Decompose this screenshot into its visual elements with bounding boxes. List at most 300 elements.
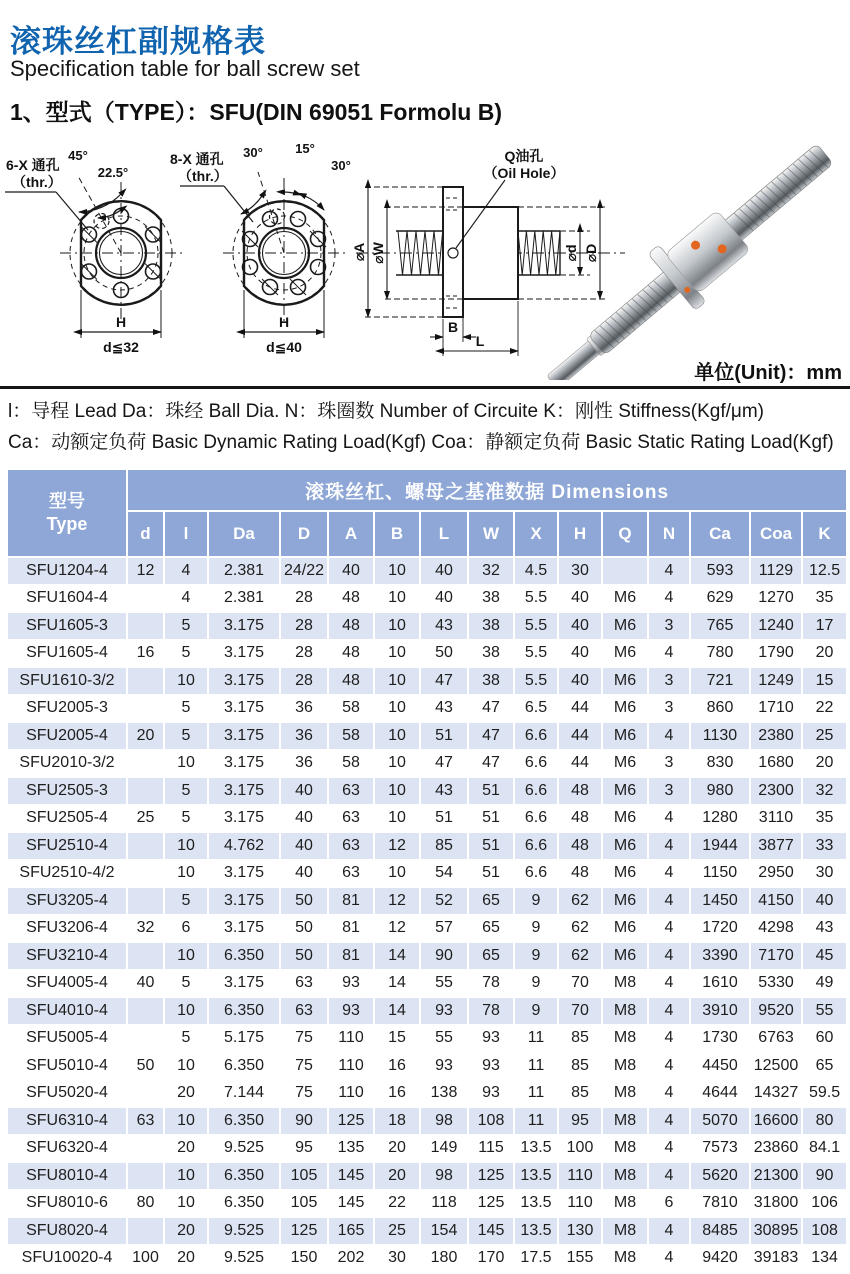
cell-Q: M6 — [603, 833, 649, 861]
cell-Q: M8 — [603, 1136, 649, 1164]
cell-X: 17.5 — [515, 1246, 559, 1274]
cell-L: 57 — [421, 916, 469, 944]
cell-X: 9 — [515, 998, 559, 1026]
section-heading: 1、型式（TYPE）：SFU(DIN 69051 Formolu B) — [10, 99, 503, 125]
dimensions-header: 滚珠丝杠、螺母之基准数据 Dimensions — [128, 470, 848, 512]
cell-N: 3 — [649, 613, 691, 641]
cell-Ca: 980 — [691, 778, 751, 806]
cell-W: 125 — [469, 1191, 515, 1219]
cell-X: 11 — [515, 1026, 559, 1054]
cell-W: 93 — [469, 1081, 515, 1109]
cell-D: 28 — [281, 613, 329, 641]
cell-d — [128, 861, 165, 889]
table-row — [8, 1026, 848, 1054]
cell-A: 125 — [329, 1108, 375, 1136]
cell-d — [128, 696, 165, 724]
label-oil-hole-en: （Oil Hole） — [483, 165, 565, 181]
cell-Coa: 2300 — [751, 778, 803, 806]
header-row-columns — [8, 512, 848, 558]
cell-d: 100 — [128, 1246, 165, 1274]
cell-H: 40 — [559, 641, 603, 669]
cell-Coa: 4298 — [751, 916, 803, 944]
cell-A: 165 — [329, 1218, 375, 1246]
cell-Da: 6.350 — [209, 1053, 281, 1081]
cell-Da: 6.350 — [209, 943, 281, 971]
cell-d: 20 — [128, 723, 165, 751]
legend — [8, 396, 848, 458]
cell-d — [128, 1163, 165, 1191]
table-row — [8, 558, 848, 586]
cell-W: 47 — [469, 751, 515, 779]
cell-N: 4 — [649, 806, 691, 834]
legend-line1: l：导程 Lead Da：珠经 Ball Dia. N：珠圈数 Number of Circuite K：刚性 Stiffness(Kgf/μm) — [8, 401, 765, 422]
cell-D: 28 — [281, 641, 329, 669]
cell-D: 150 — [281, 1246, 329, 1274]
cell-d — [128, 943, 165, 971]
cell-D: 36 — [281, 723, 329, 751]
cell-K: 84.1 — [803, 1136, 848, 1164]
cell-d — [128, 1081, 165, 1109]
cell-W: 38 — [469, 668, 515, 696]
table-row — [8, 1246, 848, 1274]
cell-L: 50 — [421, 641, 469, 669]
type-cell: SFU6310-4 — [8, 1108, 128, 1136]
cell-K: 33 — [803, 833, 848, 861]
cell-l: 5 — [165, 613, 209, 641]
cell-d — [128, 888, 165, 916]
table-row — [8, 1163, 848, 1191]
cell-d — [128, 668, 165, 696]
cell-N: 4 — [649, 888, 691, 916]
cell-Ca: 8485 — [691, 1218, 751, 1246]
header-row-dimensions — [8, 470, 848, 512]
cell-Ca: 1944 — [691, 833, 751, 861]
cell-W: 47 — [469, 696, 515, 724]
cell-K: 106 — [803, 1191, 848, 1219]
cell-Coa: 7170 — [751, 943, 803, 971]
cell-A: 48 — [329, 668, 375, 696]
table-row — [8, 971, 848, 999]
cell-W: 47 — [469, 723, 515, 751]
cell-D: 105 — [281, 1163, 329, 1191]
label-oil-hole-zh: Q油孔 — [504, 148, 544, 164]
cell-B: 10 — [375, 668, 421, 696]
cell-H: 130 — [559, 1218, 603, 1246]
label-8x-through-hole: 8-X 通孔 — [170, 151, 224, 167]
column-header-W: W — [469, 512, 515, 558]
cell-Q: M8 — [603, 998, 649, 1026]
cell-Da: 3.175 — [209, 861, 281, 889]
cell-Q: M6 — [603, 696, 649, 724]
cell-Ca: 765 — [691, 613, 751, 641]
cell-Ca: 629 — [691, 586, 751, 614]
cell-Coa: 23860 — [751, 1136, 803, 1164]
column-header-N: N — [649, 512, 691, 558]
cell-K: 49 — [803, 971, 848, 999]
legend-line2: Ca：动额定负荷 Basic Dynamic Rating Load(Kgf) Coa：静额定负荷 Basic Static Rating Load(Kgf) — [8, 432, 834, 453]
cell-A: 110 — [329, 1053, 375, 1081]
cell-l: 10 — [165, 943, 209, 971]
cell-l: 20 — [165, 1081, 209, 1109]
cell-H: 48 — [559, 806, 603, 834]
flange-front-view-6-hole — [5, 176, 182, 338]
table-row — [8, 586, 848, 614]
cell-D: 28 — [281, 586, 329, 614]
table-row — [8, 1218, 848, 1246]
cell-L: 138 — [421, 1081, 469, 1109]
type-cell: SFU2005-3 — [8, 696, 128, 724]
cell-Da: 3.175 — [209, 613, 281, 641]
cell-B: 10 — [375, 751, 421, 779]
cell-X: 11 — [515, 1108, 559, 1136]
column-header-Da: Da — [209, 512, 281, 558]
cell-W: 38 — [469, 613, 515, 641]
type-cell: SFU8010-6 — [8, 1191, 128, 1219]
cell-D: 24/22 — [281, 558, 329, 586]
cell-W: 38 — [469, 641, 515, 669]
cell-X: 9 — [515, 943, 559, 971]
cell-Coa: 1790 — [751, 641, 803, 669]
cell-H: 40 — [559, 613, 603, 641]
table-row — [8, 696, 848, 724]
cell-l: 10 — [165, 861, 209, 889]
cell-l: 10 — [165, 1191, 209, 1219]
cell-L: 51 — [421, 723, 469, 751]
cell-X: 5.5 — [515, 586, 559, 614]
cell-L: 154 — [421, 1218, 469, 1246]
type-cell: SFU1605-3 — [8, 613, 128, 641]
cell-Ca: 830 — [691, 751, 751, 779]
cell-X: 5.5 — [515, 613, 559, 641]
cell-Q: M8 — [603, 1081, 649, 1109]
column-header-Q: Q — [603, 512, 649, 558]
cell-l: 20 — [165, 1218, 209, 1246]
cell-A: 63 — [329, 778, 375, 806]
cell-D: 50 — [281, 888, 329, 916]
cell-Q: M6 — [603, 668, 649, 696]
flange-front-view-8-hole — [180, 172, 345, 338]
cell-d: 50 — [128, 1053, 165, 1081]
cell-N: 4 — [649, 1108, 691, 1136]
cell-Q: M8 — [603, 971, 649, 999]
cell-N: 3 — [649, 696, 691, 724]
cell-X: 11 — [515, 1081, 559, 1109]
cell-W: 108 — [469, 1108, 515, 1136]
cell-H: 85 — [559, 1053, 603, 1081]
table-row — [8, 613, 848, 641]
table-row — [8, 916, 848, 944]
cell-Ca: 3390 — [691, 943, 751, 971]
type-cell: SFU1610-3/2 — [8, 668, 128, 696]
cell-D: 75 — [281, 1081, 329, 1109]
cell-Ca: 1280 — [691, 806, 751, 834]
cell-N: 4 — [649, 1081, 691, 1109]
cell-d: 80 — [128, 1191, 165, 1219]
cell-Ca: 1610 — [691, 971, 751, 999]
cell-N: 4 — [649, 1246, 691, 1274]
type-cell: SFU2010-3/2 — [8, 751, 128, 779]
cell-X: 11 — [515, 1053, 559, 1081]
cell-K: 12.5 — [803, 558, 848, 586]
cell-X: 6.5 — [515, 696, 559, 724]
cell-A: 145 — [329, 1163, 375, 1191]
cell-H: 85 — [559, 1026, 603, 1054]
table-row — [8, 641, 848, 669]
cell-Q: M8 — [603, 1191, 649, 1219]
cell-B: 10 — [375, 806, 421, 834]
cell-l: 6 — [165, 916, 209, 944]
cell-A: 58 — [329, 723, 375, 751]
cell-X: 9 — [515, 971, 559, 999]
cell-l: 10 — [165, 998, 209, 1026]
cell-N: 6 — [649, 1191, 691, 1219]
cell-l: 10 — [165, 668, 209, 696]
label-angle-30-left: 30° — [243, 145, 263, 160]
cell-L: 55 — [421, 1026, 469, 1054]
cell-N: 4 — [649, 861, 691, 889]
cell-H: 40 — [559, 586, 603, 614]
cell-l: 10 — [165, 1108, 209, 1136]
table-row — [8, 668, 848, 696]
cell-D: 36 — [281, 696, 329, 724]
cell-L: 40 — [421, 586, 469, 614]
cell-N: 4 — [649, 943, 691, 971]
cell-B: 12 — [375, 888, 421, 916]
cell-B: 10 — [375, 613, 421, 641]
table-row — [8, 1191, 848, 1219]
cell-B: 16 — [375, 1053, 421, 1081]
cell-Da: 3.175 — [209, 916, 281, 944]
table-row — [8, 861, 848, 889]
cell-B: 20 — [375, 1136, 421, 1164]
cell-Ca: 1150 — [691, 861, 751, 889]
cell-W: 51 — [469, 806, 515, 834]
cell-d — [128, 833, 165, 861]
cell-Coa: 1710 — [751, 696, 803, 724]
cell-K: 20 — [803, 751, 848, 779]
cell-Ca: 780 — [691, 641, 751, 669]
cell-Ca: 1450 — [691, 888, 751, 916]
cell-W: 170 — [469, 1246, 515, 1274]
cell-N: 4 — [649, 1163, 691, 1191]
cell-Da: 6.350 — [209, 1191, 281, 1219]
cell-L: 93 — [421, 1053, 469, 1081]
cell-Ca: 721 — [691, 668, 751, 696]
type-cell: SFU5005-4 — [8, 1026, 128, 1054]
cell-W: 78 — [469, 971, 515, 999]
cell-d — [128, 586, 165, 614]
table-row — [8, 888, 848, 916]
type-cell: SFU2505-4 — [8, 806, 128, 834]
cell-d — [128, 1136, 165, 1164]
cell-Da: 3.175 — [209, 696, 281, 724]
cell-X: 13.5 — [515, 1163, 559, 1191]
cell-l: 20 — [165, 1246, 209, 1274]
cell-A: 81 — [329, 916, 375, 944]
cell-Da: 2.381 — [209, 586, 281, 614]
cell-A: 135 — [329, 1136, 375, 1164]
label-d-max-40: d≦40 — [266, 339, 302, 355]
cell-B: 16 — [375, 1081, 421, 1109]
cell-N: 4 — [649, 1053, 691, 1081]
cell-H: 95 — [559, 1108, 603, 1136]
cell-A: 81 — [329, 943, 375, 971]
label-b-dim: B — [447, 319, 459, 335]
cell-d — [128, 998, 165, 1026]
cell-B: 25 — [375, 1218, 421, 1246]
cell-Da: 5.175 — [209, 1026, 281, 1054]
cell-Da: 6.350 — [209, 1163, 281, 1191]
cell-X: 13.5 — [515, 1136, 559, 1164]
cell-A: 63 — [329, 806, 375, 834]
label-thr-mid: （thr.） — [178, 168, 228, 184]
cell-W: 125 — [469, 1163, 515, 1191]
cell-l: 5 — [165, 1026, 209, 1054]
cell-A: 48 — [329, 641, 375, 669]
cell-H: 70 — [559, 998, 603, 1026]
cell-d: 25 — [128, 806, 165, 834]
type-cell: SFU1604-4 — [8, 586, 128, 614]
cell-Da: 9.525 — [209, 1246, 281, 1274]
cell-A: 58 — [329, 751, 375, 779]
cell-H: 62 — [559, 888, 603, 916]
cell-Coa: 3110 — [751, 806, 803, 834]
cell-H: 62 — [559, 943, 603, 971]
cell-Ca: 5070 — [691, 1108, 751, 1136]
cell-Ca: 5620 — [691, 1163, 751, 1191]
cell-Da: 3.175 — [209, 751, 281, 779]
type-cell: SFU2505-3 — [8, 778, 128, 806]
table-row — [8, 723, 848, 751]
type-cell: SFU1605-4 — [8, 641, 128, 669]
label-angle-22-5: 22.5° — [97, 165, 129, 180]
cell-B: 10 — [375, 723, 421, 751]
cell-l: 4 — [165, 558, 209, 586]
cell-H: 48 — [559, 861, 603, 889]
type-cell: SFU8020-4 — [8, 1218, 128, 1246]
cell-L: 51 — [421, 806, 469, 834]
cell-N: 3 — [649, 668, 691, 696]
cell-H: 85 — [559, 1081, 603, 1109]
label-angle-15: 15° — [295, 141, 315, 156]
label-dia-D: ⌀D — [583, 243, 599, 263]
nut-section-view — [356, 180, 625, 356]
cell-Ca: 4450 — [691, 1053, 751, 1081]
cell-X: 6.6 — [515, 861, 559, 889]
column-header-K: K — [803, 512, 848, 558]
cell-W: 78 — [469, 998, 515, 1026]
cell-D: 40 — [281, 806, 329, 834]
cell-A: 63 — [329, 861, 375, 889]
label-h-left: H — [115, 314, 127, 330]
divider-line — [0, 386, 850, 389]
cell-d: 16 — [128, 641, 165, 669]
cell-l: 10 — [165, 833, 209, 861]
cell-Coa: 2950 — [751, 861, 803, 889]
cell-Q: M8 — [603, 1026, 649, 1054]
cell-d: 32 — [128, 916, 165, 944]
cell-A: 145 — [329, 1191, 375, 1219]
cell-D: 90 — [281, 1108, 329, 1136]
column-header-H: H — [559, 512, 603, 558]
table-row — [8, 1108, 848, 1136]
cell-L: 85 — [421, 833, 469, 861]
cell-X: 13.5 — [515, 1218, 559, 1246]
cell-Da: 3.175 — [209, 668, 281, 696]
cell-X: 6.6 — [515, 723, 559, 751]
cell-Coa: 6763 — [751, 1026, 803, 1054]
cell-W: 65 — [469, 888, 515, 916]
cell-Q: M6 — [603, 861, 649, 889]
table-row — [8, 806, 848, 834]
cell-d — [128, 751, 165, 779]
cell-L: 47 — [421, 668, 469, 696]
cell-W: 51 — [469, 833, 515, 861]
cell-Da: 3.175 — [209, 641, 281, 669]
cell-l: 10 — [165, 751, 209, 779]
label-h-mid: H — [278, 314, 290, 330]
cell-H: 44 — [559, 723, 603, 751]
type-cell: SFU3210-4 — [8, 943, 128, 971]
cell-K: 40 — [803, 888, 848, 916]
cell-W: 145 — [469, 1218, 515, 1246]
cell-K: 90 — [803, 1163, 848, 1191]
cell-X: 6.6 — [515, 833, 559, 861]
cell-Ca: 9420 — [691, 1246, 751, 1274]
cell-D: 40 — [281, 778, 329, 806]
cell-A: 93 — [329, 971, 375, 999]
cell-l: 5 — [165, 971, 209, 999]
cell-K: 65 — [803, 1053, 848, 1081]
cell-H: 30 — [559, 558, 603, 586]
type-cell: SFU8010-4 — [8, 1163, 128, 1191]
cell-l: 10 — [165, 1053, 209, 1081]
cell-K: 35 — [803, 806, 848, 834]
cell-N: 4 — [649, 1136, 691, 1164]
cell-Da: 2.381 — [209, 558, 281, 586]
cell-L: 52 — [421, 888, 469, 916]
cell-Coa: 14327 — [751, 1081, 803, 1109]
technical-drawing — [0, 130, 850, 380]
cell-d: 12 — [128, 558, 165, 586]
type-cell: SFU1204-4 — [8, 558, 128, 586]
cell-Q: M6 — [603, 586, 649, 614]
cell-Q: M6 — [603, 751, 649, 779]
cell-Q: M8 — [603, 1246, 649, 1274]
cell-Q: M6 — [603, 613, 649, 641]
cell-H: 44 — [559, 751, 603, 779]
cell-W: 93 — [469, 1026, 515, 1054]
cell-D: 63 — [281, 998, 329, 1026]
cell-N: 4 — [649, 833, 691, 861]
cell-Q — [603, 558, 649, 586]
cell-D: 36 — [281, 751, 329, 779]
cell-H: 44 — [559, 696, 603, 724]
cell-Q: M8 — [603, 1108, 649, 1136]
cell-Q: M6 — [603, 778, 649, 806]
type-cell: SFU2005-4 — [8, 723, 128, 751]
cell-H: 155 — [559, 1246, 603, 1274]
cell-A: 58 — [329, 696, 375, 724]
cell-Da: 3.175 — [209, 971, 281, 999]
cell-Q: M8 — [603, 1218, 649, 1246]
cell-L: 47 — [421, 751, 469, 779]
cell-Da: 7.144 — [209, 1081, 281, 1109]
cell-B: 10 — [375, 696, 421, 724]
cell-K: 108 — [803, 1218, 848, 1246]
cell-Ca: 7810 — [691, 1191, 751, 1219]
cell-N: 4 — [649, 723, 691, 751]
